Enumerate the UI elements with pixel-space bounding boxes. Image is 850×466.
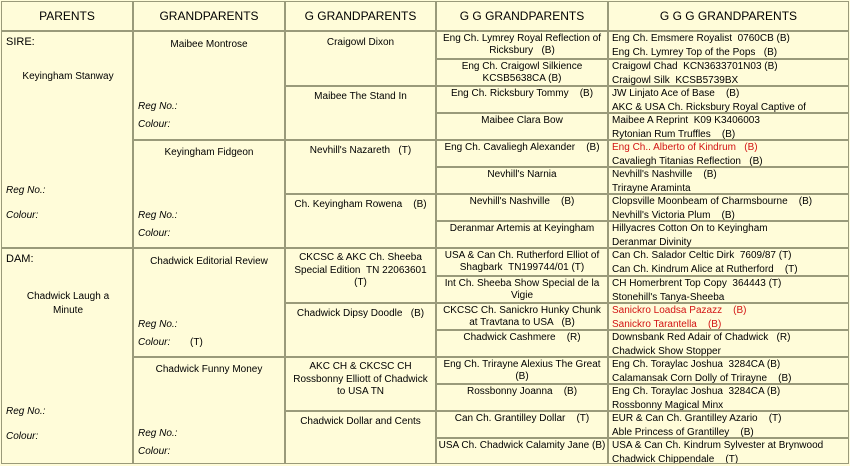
- sire-cell: [1, 31, 133, 248]
- dam-gp1-reg-label: Reg No.:: [138, 319, 178, 330]
- sire-gggp7-name: Nevhill's Nashville (B): [469, 196, 575, 207]
- sire-ggp3-name: Nevhill's Nazareth (T): [309, 145, 412, 156]
- dam-ggp1-name: CKCSC & AKC Ch. Sheeba Special Edition TN 22063601 (T): [294, 252, 427, 288]
- dam-gggp7-cell: [436, 411, 608, 438]
- dam-ggggp2-cell: [608, 276, 849, 303]
- sire-ggggp6-cell: [608, 167, 849, 194]
- dam-gp2-name: Chadwick Funny Money: [155, 364, 263, 375]
- dam-ggggp1-cell: [608, 248, 849, 276]
- sire-ggggp7: Maibee A Reprint K09 K3406003: [612, 115, 760, 126]
- sire-ggggp9: Eng Ch.. Alberto of Kindrum (B): [612, 142, 758, 153]
- sire-ggp2-name: Maibee The Stand In: [314, 91, 407, 102]
- sire-gggp1-cell: [436, 31, 608, 59]
- dam-gggp4-cell: [436, 330, 608, 357]
- sire-ggggp15: Hillyacres Cotton On to Keyingham: [612, 223, 768, 234]
- sire-gggp3-name: Eng Ch. Ricksbury Tommy (B): [450, 88, 594, 99]
- sire-ggggp3-cell: [608, 86, 849, 113]
- sire-gggp6-cell: [436, 167, 608, 194]
- dam-gp1-name: Chadwick Editorial Review: [150, 256, 268, 267]
- sire-ggggp5-cell: [608, 140, 849, 167]
- sire-gggp8-name: Deranmar Artemis at Keyingham: [449, 223, 595, 234]
- sire-ggggp2: Eng Ch. Lymrey Top of the Pops (B): [612, 46, 778, 58]
- sire-ggggp16: Deranmar Divinity: [612, 236, 692, 248]
- sire-gggp5-cell: [436, 140, 608, 167]
- dam-ggp2-cell: [285, 303, 436, 357]
- dam-gp2-cell: [133, 357, 285, 464]
- dam-ggp4-cell: [285, 411, 436, 464]
- dam-ggggp4: Stonehill's Tanya-Sheeba: [612, 291, 725, 303]
- sire-ggggp1: Eng Ch. Emsmere Royalist 0760CB (B): [612, 33, 790, 44]
- sire-ggggp11: Nevhill's Nashville (B): [612, 169, 717, 180]
- dam-ggggp7-cell: [608, 411, 849, 438]
- sire-ggp3-cell: [285, 140, 436, 194]
- sire-gp2-reg-label: Reg No.:: [138, 210, 178, 221]
- sire-gp2-name: Keyingham Fidgeon: [164, 147, 254, 158]
- sire-gggp2-cell: [436, 59, 608, 86]
- dam-cell: [1, 248, 133, 464]
- dam-ggp3-name: AKC CH & CKCSC CH Rossbonny Elliott of Chadwick to USA TN: [293, 361, 428, 397]
- dam-ggggp5: Sanickro Loadsa Pazazz (B): [612, 305, 747, 316]
- dam-gggp5-name: Eng Ch. Trirayne Alexius The Great (B): [443, 359, 601, 382]
- dam-ggp4-name: Chadwick Dollar and Cents: [300, 416, 421, 427]
- sire-gp2-cell: [133, 140, 285, 248]
- sire-gggp7-cell: [436, 194, 608, 221]
- dam-ggggp6: Sanickro Tarantella (B): [612, 318, 722, 330]
- dam-ggggp15: USA & Can Ch. Kindrum Sylvester at Brynwood: [612, 440, 824, 451]
- sire-ggggp1-cell: [608, 31, 849, 59]
- sire-gp1-colour-label: Colour:: [138, 119, 171, 130]
- dam-ggggp16: Chadwick Chippendale (T): [612, 453, 739, 464]
- dam-gggp2-name: Int Ch. Sheeba Show Special de la Vigie: [444, 278, 600, 301]
- dam-gp2-reg-label: Reg No.:: [138, 428, 178, 439]
- dam-ggggp1: Can Ch. Salador Celtic Dirk 7609/87 (T): [612, 250, 792, 261]
- sire-gggp6-name: Nevhill's Narnia: [487, 169, 557, 180]
- dam-ggggp2: Can Ch. Kindrum Alice at Rutherford (T): [612, 263, 798, 275]
- sire-gggp4-cell: [436, 113, 608, 140]
- dam-gggp8-name: USA Ch. Chadwick Calamity Jane (B): [438, 440, 606, 451]
- sire-ggggp4-cell: [608, 113, 849, 140]
- dam-label: DAM:: [6, 253, 34, 265]
- sire-ggggp6: AKC & USA Ch. Ricksbury Royal Captive of: [612, 101, 806, 113]
- dam-gggp6-cell: [436, 384, 608, 411]
- dam-gggp4-name: Chadwick Cashmere (R): [463, 332, 581, 343]
- dam-ggggp10: Calamansak Corn Dolly of Trirayne (B): [612, 372, 792, 384]
- header-ggg-grandparents: G G G GRANDPARENTS: [608, 1, 849, 31]
- sire-ggp4-cell: [285, 194, 436, 248]
- dam-ggggp8-cell: [608, 438, 849, 464]
- dam-ggggp4-cell: [608, 330, 849, 357]
- sire-ggggp4: Craigowl Silk KCSB5739BX: [612, 74, 739, 86]
- dam-ggggp8: Chadwick Show Stopper: [612, 345, 721, 357]
- sire-gp1-cell: [133, 31, 285, 140]
- dam-gp2-colour-label: Colour:: [138, 446, 171, 457]
- sire-ggggp3: Craigowl Chad KCN3633701N03 (B): [612, 61, 778, 72]
- sire-gp1-name: Maibee Montrose: [170, 39, 248, 50]
- sire-ggp1-name: Craigowl Dixon: [326, 37, 395, 48]
- sire-ggggp14: Nevhill's Victoria Plum (B): [612, 209, 735, 221]
- dam-ggp3-cell: [285, 357, 436, 411]
- header-parents: PARENTS: [1, 1, 133, 31]
- dam-gp1-colour-label: Colour:: [138, 337, 171, 348]
- sire-name: Keyingham Stanway: [22, 71, 114, 82]
- dam-gggp1-cell: [436, 248, 608, 276]
- sire-ggp1-cell: [285, 31, 436, 86]
- sire-gggp2-name: Eng Ch. Craigowl Silkience KCSB5638CA (B): [461, 61, 583, 84]
- dam-name: Chadwick Laugh a Minute: [26, 291, 110, 316]
- sire-ggggp8-cell: [608, 221, 849, 248]
- dam-reg-label: Reg No.:: [6, 406, 46, 417]
- header-g-grandparents: G GRANDPARENTS: [285, 1, 436, 31]
- sire-gp2-colour-label: Colour:: [138, 228, 171, 239]
- dam-ggp1-cell: [285, 248, 436, 303]
- dam-ggggp3: CH Homerbrent Top Copy 364443 (T): [612, 278, 782, 289]
- sire-gp1-reg-label: Reg No.:: [138, 101, 178, 112]
- sire-label: SIRE:: [6, 36, 35, 48]
- dam-ggggp11: Eng Ch. Toraylac Joshua 3284CA (B): [612, 386, 781, 397]
- pedigree-table: [1, 1, 849, 464]
- sire-gggp5-name: Eng Ch. Cavaliegh Alexander (B): [444, 142, 600, 153]
- header-grandparents: GRANDPARENTS: [133, 1, 285, 31]
- dam-ggggp3-cell: [608, 303, 849, 330]
- dam-ggggp7: Downsbank Red Adair of Chadwick (R): [612, 332, 791, 343]
- sire-ggp2-cell: [285, 86, 436, 140]
- dam-gggp3-name: CKCSC Ch. Sanickro Hunky Chunk at Travtana to USA (B): [443, 305, 601, 328]
- dam-gggp3-cell: [436, 303, 608, 330]
- dam-colour-label: Colour:: [6, 431, 39, 442]
- dam-gggp1-name: USA & Can Ch. Rutherford Elliot of Shagbark TN199744/01 (T): [444, 250, 600, 273]
- sire-ggggp8: Rytonian Rum Truffles (B): [612, 128, 736, 140]
- dam-gp1-colour-value: (T): [190, 337, 203, 348]
- sire-ggggp12: Trirayne Araminta: [612, 182, 691, 194]
- dam-ggggp5-cell: [608, 357, 849, 384]
- dam-gggp2-cell: [436, 276, 608, 303]
- dam-ggggp13: EUR & Can Ch. Grantilley Azario (T): [612, 413, 782, 424]
- sire-gggp1-name: Eng Ch. Lymrey Royal Reflection of Ricksbury (B): [442, 33, 602, 56]
- sire-ggggp10: Cavaliegh Titanias Reflection (B): [612, 155, 763, 167]
- sire-gggp4-name: Maibee Clara Bow: [481, 115, 563, 126]
- dam-gggp6-name: Rossbonny Joanna (B): [466, 386, 578, 397]
- sire-ggggp2-cell: [608, 59, 849, 86]
- dam-ggggp9: Eng Ch. Toraylac Joshua 3284CA (B): [612, 359, 781, 370]
- dam-ggp2-name: Chadwick Dipsy Doodle (B): [296, 308, 425, 319]
- sire-reg-label: Reg No.:: [6, 185, 46, 196]
- sire-ggp4-name: Ch. Keyingham Rowena (B): [294, 199, 427, 210]
- sire-gggp8-cell: [436, 221, 608, 248]
- header-gg-grandparents: G G GRANDPARENTS: [436, 1, 608, 31]
- sire-gggp3-cell: [436, 86, 608, 113]
- sire-colour-label: Colour:: [6, 210, 39, 221]
- dam-gggp7-name: Can Ch. Grantilley Dollar (T): [454, 413, 590, 424]
- dam-gggp8-cell: [436, 438, 608, 464]
- dam-ggggp14: Able Princess of Grantilley (B): [612, 426, 754, 438]
- sire-ggggp5: JW Linjato Ace of Base (B): [612, 88, 740, 99]
- sire-ggggp13: Clopsville Moonbeam of Charmsbourne (B): [612, 196, 813, 207]
- sire-ggggp7-cell: [608, 194, 849, 221]
- dam-ggggp6-cell: [608, 384, 849, 411]
- dam-ggggp12: Rossbonny Magical Minx: [612, 399, 724, 411]
- dam-gp1-cell: [133, 248, 285, 357]
- dam-gggp5-cell: [436, 357, 608, 384]
